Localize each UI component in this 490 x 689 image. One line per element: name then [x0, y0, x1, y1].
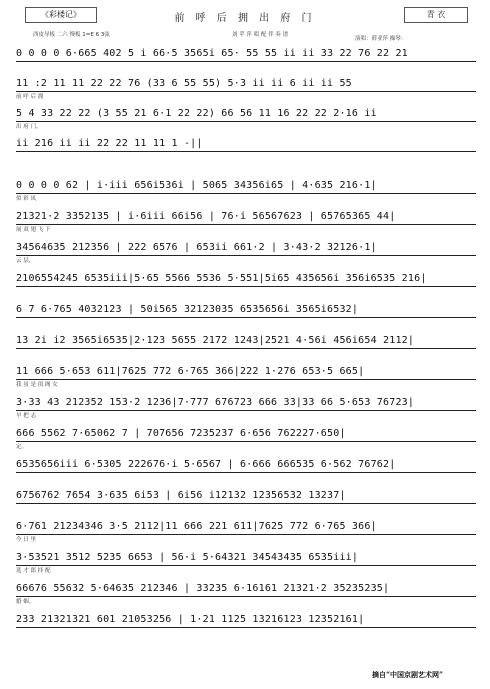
notation-line — [16, 490, 476, 516]
source-credit: 摘自“中国京剧艺术网” — [372, 670, 444, 679]
notes-text: 6756762 7654 3·635 6i53 | 6i56 i12132 12356532 13237| — [16, 490, 346, 501]
notes-text: 3·33 43 212352 153·2 1236|7·777 676723 666 33|33 66 5·653 76723| — [16, 397, 415, 408]
notes-text: 66676 55632 5·64635 212346 | 33235 6·16161 21321·2 35235235| — [16, 583, 390, 594]
lyrics-text: 今 日 里 — [16, 537, 36, 543]
underline-beam — [16, 286, 476, 287]
underline-beam — [16, 472, 476, 473]
adaptation-note: 刘 苹 萍 唱 配 伴 奏 谱 — [231, 32, 289, 38]
notes-text: 5 4 33 22 22 (3 55 21 6·1 22 22) 66 56 11 16 22 22 2·16 ii — [16, 108, 377, 119]
role-type-box: 青 衣 — [404, 7, 468, 23]
notes-text: 13 2i i2 3565i6535|2·123 5655 2172 1243|2521 4·56i 456i654 2112| — [16, 335, 415, 346]
notes-text: 0 0 0 0 62 | i·iii 656i536i | 5065 34356i65 | 4·635 216·1| — [16, 180, 377, 191]
notes-text: 11 :2 11 11 22 22 76 (33 6 55 55) 5·3 ii ii 6 ii ii 55 — [16, 78, 352, 89]
notation-line — [16, 552, 476, 578]
underline-beam — [16, 61, 476, 62]
notes-text: 666 5562 7·65062 7 | 707656 7235237 6·656 762227·650| — [16, 428, 346, 439]
notes-text: 6 7 6·765 4032123 | 50i565 32123035 6535656i 3565i6532| — [16, 304, 359, 315]
notes-text: 2106554245 6535iii|5·65 5566 5536 5·551|5i65 435656i 356i6535 216| — [16, 273, 427, 284]
notes-text: 233 21321321 601 21053256 | 1·21 1125 13216123 12352161| — [16, 614, 365, 625]
notation-line — [16, 138, 476, 164]
lyrics-text: 早 把 志 — [16, 413, 36, 419]
lyrics-text: 展 双 翅 飞 下 — [16, 227, 51, 233]
lyrics-text: 定。 — [16, 444, 28, 450]
notation-line — [16, 304, 476, 330]
notation-line — [16, 614, 476, 640]
play-title-box: 《彩楼记》 — [25, 7, 97, 23]
notation-line — [16, 242, 476, 268]
underline-beam — [16, 317, 476, 318]
notation-line — [16, 521, 476, 547]
notation-line — [16, 366, 476, 392]
lyrics-text: 我 虽 是 闺 阁 女 — [16, 382, 58, 388]
notes-text: 3·53521 3512 5235 6653 | 56·i 5·64321 34543435 6535iii| — [16, 552, 359, 563]
notes-text: 0 0 0 0 6·665 402 5 i 66·5 3565i 65· 55 55 ii ii 33 22 76 22 21 — [16, 48, 408, 59]
notation-line — [16, 180, 476, 206]
lyrics-text: 婚 姻。 — [16, 599, 35, 605]
notes-text: 11 666 5·653 611|7625 772 6·765 366|222 1·276 653·5 665| — [16, 366, 365, 377]
lyrics-text: 似 彩 凤 — [16, 196, 36, 202]
notes-text: 34564635 212356 | 222 6576 | 653ii 661·2 | 3·43·2 32126·1| — [16, 242, 377, 253]
underline-beam — [16, 348, 476, 349]
lyrics-text: 选 才 郎 择 配 — [16, 568, 51, 574]
notes-text: ii 216 ii ii 22 22 11 11 1 -|| — [16, 138, 203, 149]
underline-beam — [16, 503, 476, 504]
notation-line — [16, 78, 476, 104]
notation-line — [16, 273, 476, 299]
notes-text: 21321·2 3352135 | i·6iii 66i56 | 76·i 56567623 | 65765365 44| — [16, 211, 396, 222]
lyrics-text: 出 府 门。 — [16, 124, 42, 130]
lyrics-text: 云 层， — [16, 258, 35, 264]
notation-line — [16, 428, 476, 454]
notes-text: 6535656iii 6·5305 222676·i 5·6567 | 6·666 666535 6·562 76762| — [16, 459, 396, 470]
lyrics-text: 前 呼 后 拥 — [16, 94, 44, 100]
notation-line — [16, 335, 476, 361]
notation-line — [16, 583, 476, 609]
key-mode-info: 西皮导板 二六 慢板 1=E 6 3弦 — [33, 32, 110, 38]
underline-beam — [16, 151, 476, 152]
notation-line — [16, 108, 476, 134]
performer-info: 演唱：薛亚萍 操琴： — [355, 36, 407, 42]
aria-title: 前 呼 后 拥 出 府 门 — [174, 13, 316, 24]
notation-line — [16, 397, 476, 423]
notation-line — [16, 211, 476, 237]
notes-text: 6·761 21234346 3·5 2112|11 666 221 611|7625 772 6·765 366| — [16, 521, 377, 532]
underline-beam — [16, 627, 476, 628]
notation-line — [16, 459, 476, 485]
notation-line — [16, 48, 476, 74]
